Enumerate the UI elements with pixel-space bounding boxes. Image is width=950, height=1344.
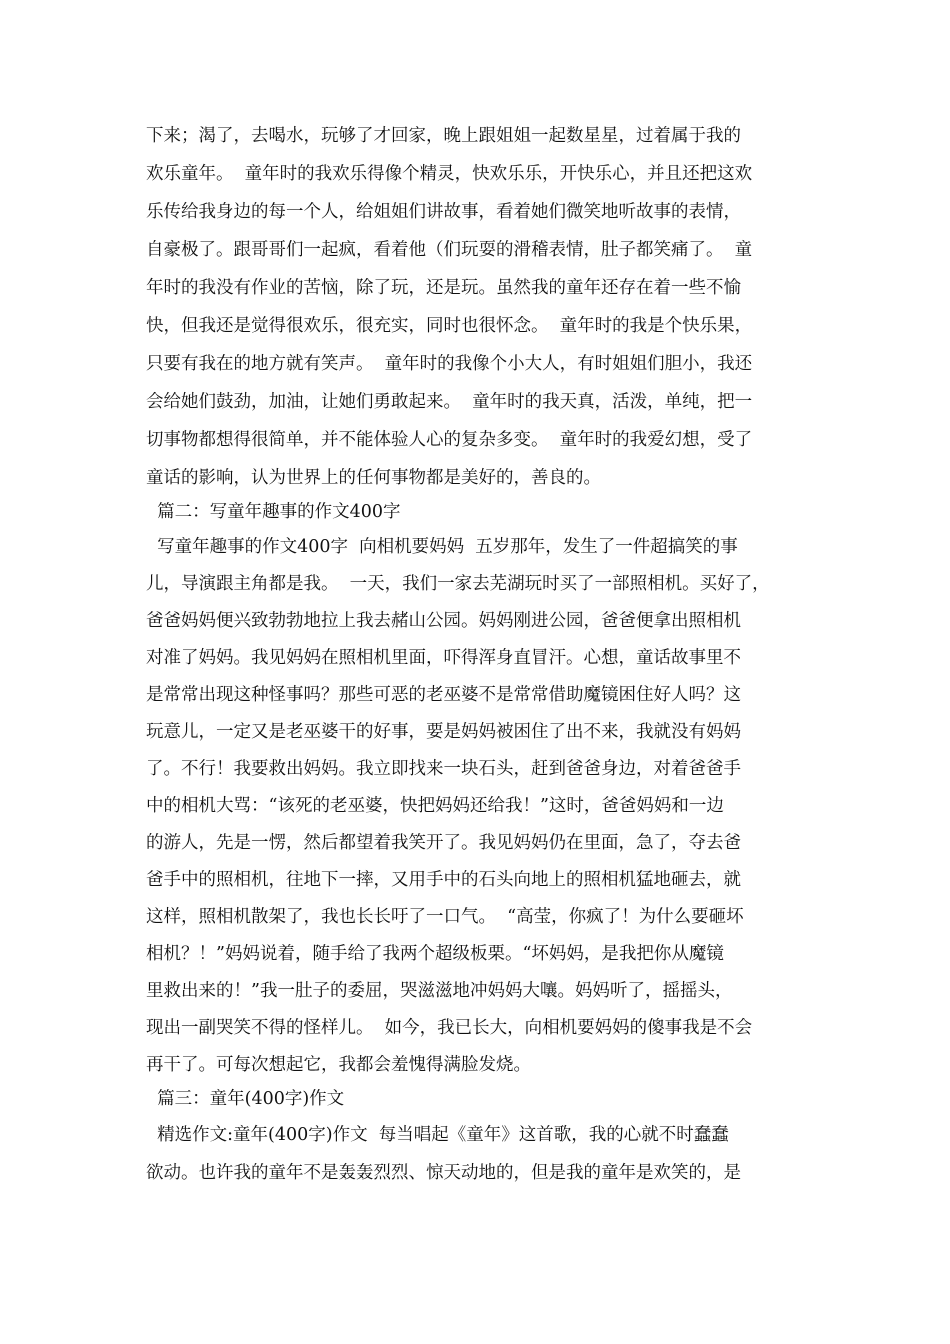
text-line: 爸爸妈妈便兴致勃勃地拉上我去赭山公园。妈妈刚进公园，爸爸便拿出照相机 <box>146 611 741 631</box>
text-line: 会给她们鼓劲，加油，让她们勇敢起来。 童年时的我天真，活泼，单纯，把一 <box>146 392 753 412</box>
text-line: 的游人，先是一愣，然后都望着我笑开了。我见妈妈仍在里面，急了，夺去爸 <box>146 833 741 853</box>
text-line: 写童年趣事的作文400字 向相机要妈妈 五岁那年，发生了一件超搞笑的事 <box>146 537 738 557</box>
section-heading: 篇二：写童年趣事的作文400字 <box>146 502 401 522</box>
text-line: 童话的影响，认为世界上的任何事物都是美好的，善良的。 <box>146 468 601 488</box>
text-line: 乐传给我身边的每一个人，给姐姐们讲故事，看着她们微笑地听故事的表情， <box>146 202 741 222</box>
text-line: 只要有我在的地方就有笑声。 童年时的我像个小大人，有时姐姐们胆小，我还 <box>146 354 753 374</box>
text-line: 欢乐童年。 童年时的我欢乐得像个精灵，快欢乐乐，开快乐心，并且还把这欢 <box>146 164 753 184</box>
text-line: 自豪极了。跟哥哥们一起疯，看着他（们玩耍的滑稽表情，肚子都笑痛了。 童 <box>146 240 753 260</box>
text-line: 快，但我还是觉得很欢乐，很充实，同时也很怀念。 童年时的我是个快乐果， <box>146 316 753 336</box>
text-line: 切事物都想得很简单，并不能体验人心的复杂多变。 童年时的我爱幻想，受了 <box>146 430 753 450</box>
text-line: 对准了妈妈。我见妈妈在照相机里面，吓得浑身直冒汗。心想，童话故事里不 <box>146 648 741 668</box>
text-line: 下来；渴了，去喝水，玩够了才回家，晚上跟姐姐一起数星星，过着属于我的 <box>146 126 741 146</box>
text-line: 爸手中的照相机，往地下一摔，又用手中的石头向地上的照相机猛地砸去，就 <box>146 870 741 890</box>
section-heading: 篇三：童年(400字)作文 <box>146 1089 345 1109</box>
text-line: 年时的我没有作业的苦恼，除了玩，还是玩。虽然我的童年还存在着一些不愉 <box>146 278 741 298</box>
text-line: 相机？！”妈妈说着，随手给了我两个超级板栗。“坏妈妈，是我把你从魔镜 <box>146 944 724 964</box>
text-line: 欲动。也许我的童年不是轰轰烈烈、惊天动地的，但是我的童年是欢笑的，是 <box>146 1163 741 1183</box>
text-line: 是常常出现这种怪事吗？那些可恶的老巫婆不是常常借助魔镜困住好人吗？这 <box>146 685 741 705</box>
text-line: 了。不行！我要救出妈妈。我立即找来一块石头，赶到爸爸身边，对着爸爸手 <box>146 759 741 779</box>
text-line: 这样，照相机散架了，我也长长吁了一口气。 “高莹，你疯了！为什么要砸坏 <box>146 907 744 927</box>
text-line: 中的相机大骂：“该死的老巫婆，快把妈妈还给我！”这时，爸爸妈妈和一边 <box>146 796 724 816</box>
text-line: 精选作文:童年(400字)作文 每当唱起《童年》这首歌，我的心就不时蠢蠢 <box>146 1125 729 1145</box>
text-line: 现出一副哭笑不得的怪样儿。 如今，我已长大，向相机要妈妈的傻事我是不会 <box>146 1018 753 1038</box>
text-line: 再干了。可每次想起它，我都会羞愧得满脸发烧。 <box>146 1055 531 1075</box>
text-line: 里救出来的！”我一肚子的委屈，哭滋滋地冲妈妈大嚷。妈妈听了，摇摇头， <box>146 981 733 1001</box>
text-line: 儿，导演跟主角都是我。 一天，我们一家去芜湖玩时买了一部照相机。买好了， <box>146 574 770 594</box>
text-line: 玩意儿，一定又是老巫婆干的好事，要是妈妈被困住了出不来，我就没有妈妈 <box>146 722 741 742</box>
